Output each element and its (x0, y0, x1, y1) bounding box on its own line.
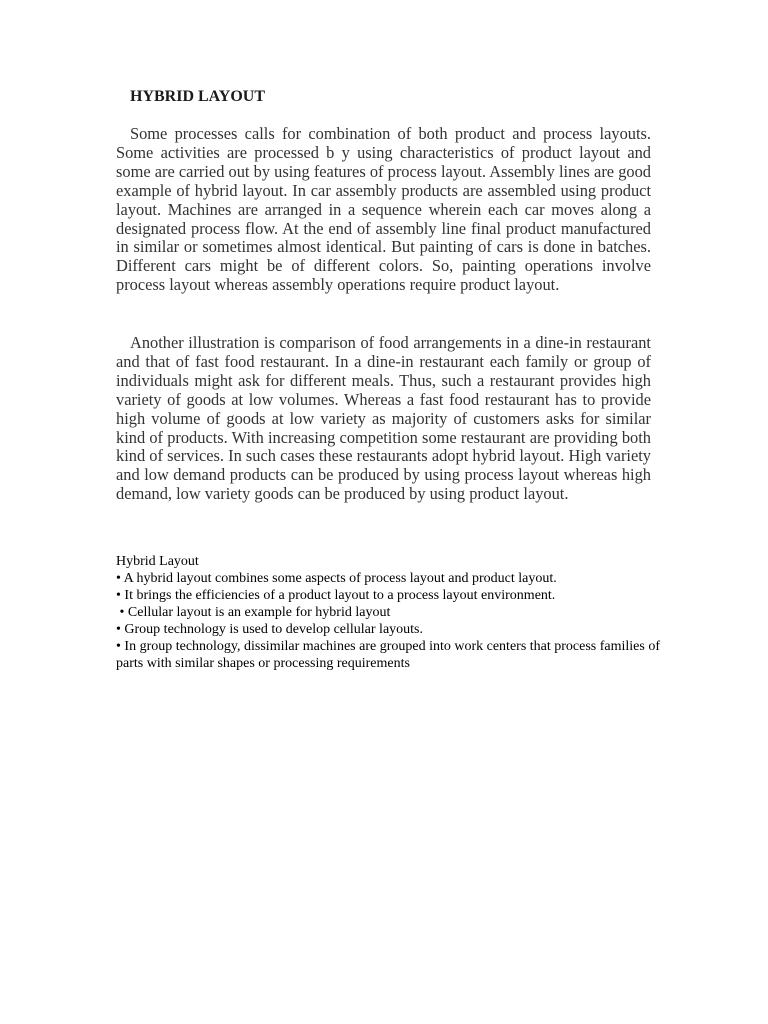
notes-section (116, 553, 676, 672)
body-paragraph-1: Some processes calls for combination of both product and process layouts. Some activities are processed b y using characteristics of product layout and some are carried out by using features of process layout. Assembly lines are good example of hybrid layout. In car assembly products are assembled using product layout. Machines are arranged in a sequence wherein each car moves along a designated process flow. At the end of assembly line final product manufactured in similar or sometimes almost identical. But painting of cars is done in batches. Different cars might be of different colors. So, painting operations involve process layout whereas assembly operations require product layout. (116, 124, 651, 295)
notes-title: Hybrid Layout (116, 554, 199, 569)
list-item: • Cellular layout is an example for hybrid layout (116, 605, 391, 620)
list-item: • It brings the efficiencies of a product layout to a process layout environment. (116, 588, 556, 603)
page-title: HYBRID LAYOUT (130, 88, 265, 105)
list-item: • A hybrid layout combines some aspects of process layout and product layout. (116, 571, 557, 586)
list-item: • Group technology is used to develop cellular layouts. (116, 622, 424, 637)
list-item: • In group technology, dissimilar machines are grouped into work centers that process families of parts with similar shapes or processing requirements (116, 639, 661, 671)
body-paragraph-2: Another illustration is comparison of food arrangements in a dine-in restaurant and that of fast food restaurant. In a dine-in restaurant each family or group of individuals might ask for different meals. Thus, such a restaurant provides high variety of goods at low volumes. Whereas a fast food restaurant has to provide high volume of goods at low variety as majority of customers asks for similar kind of products. With increasing competition some restaurant are providing both kind of services. In such cases these restaurants adopt hybrid layout. High variety and low demand products can be produced by using process layout whereas high demand, low variety goods can be produced by using product layout. (116, 333, 651, 504)
notes-list (116, 570, 676, 672)
